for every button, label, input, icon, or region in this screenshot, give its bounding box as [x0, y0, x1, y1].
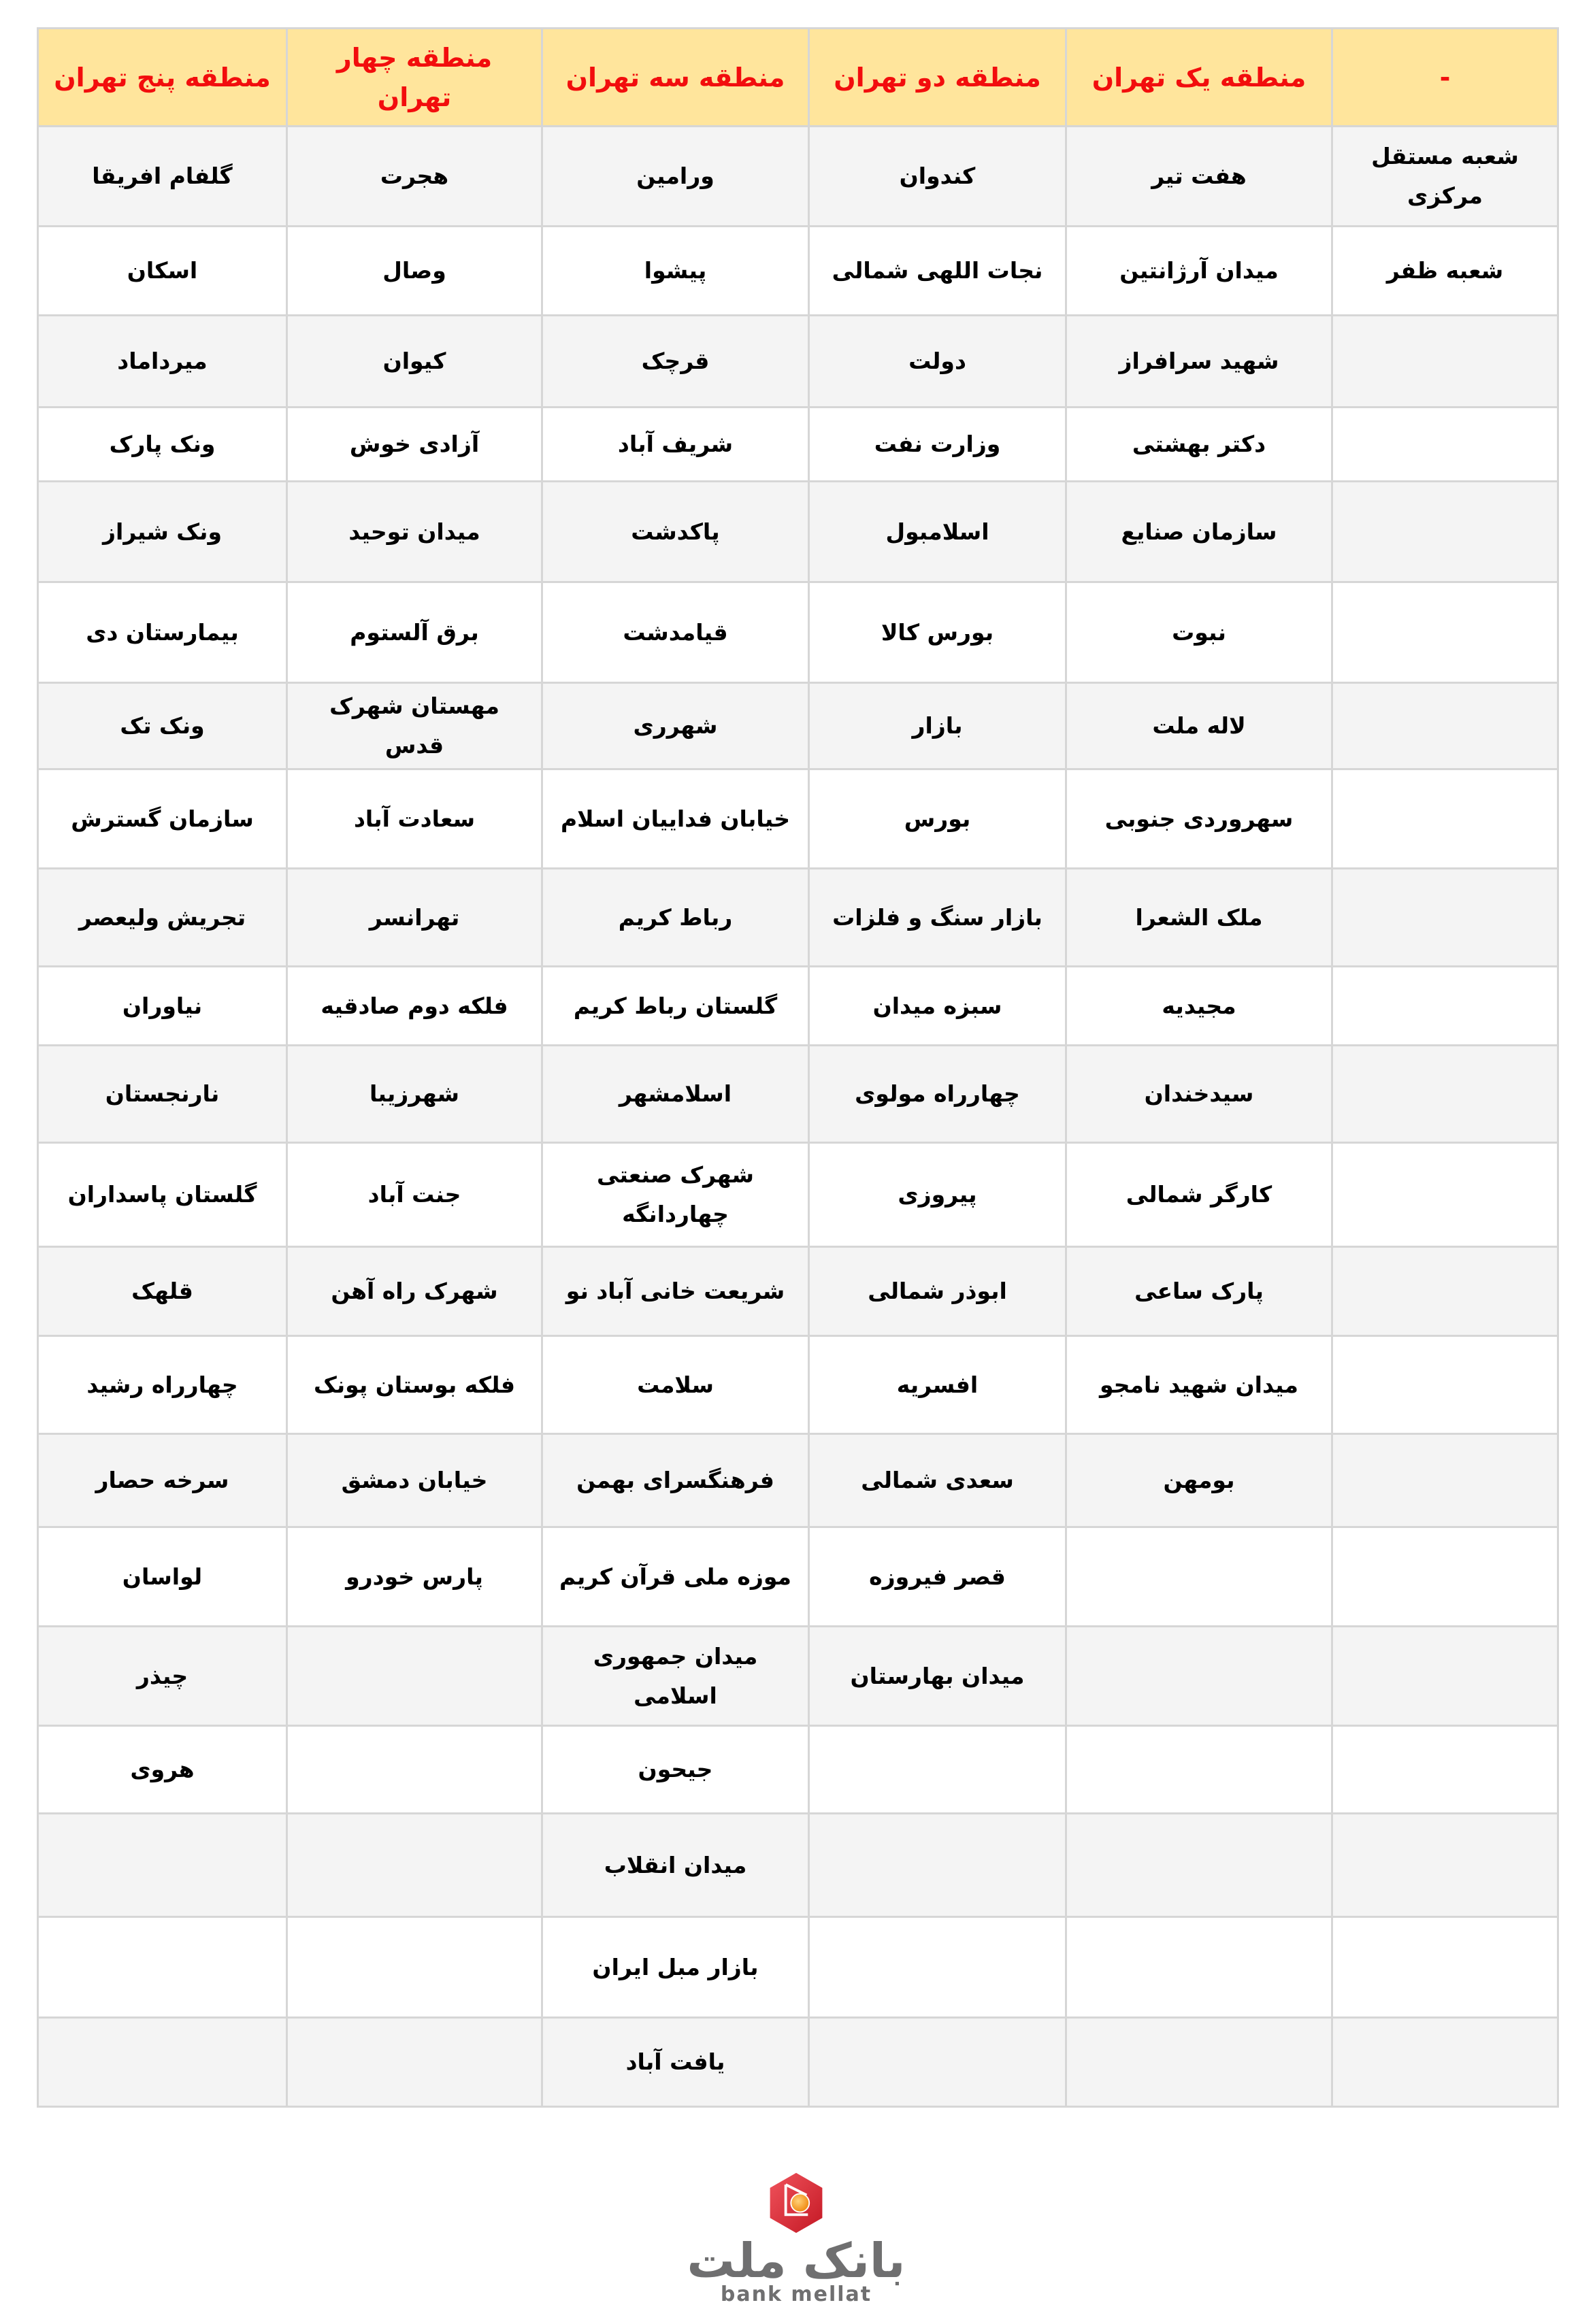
cell-zone2: ابوذر شمالی — [809, 1247, 1066, 1336]
cell-zone2: قصر فیروزه — [809, 1527, 1066, 1627]
cell-zone1: بومهن — [1066, 1434, 1332, 1527]
cell-zone3: فرهنگسرای بهمن — [542, 1434, 809, 1527]
header-zone4: منطقه چهار تهران — [287, 29, 542, 127]
cell-zone5 — [38, 1917, 287, 2018]
table-body — [38, 127, 1558, 2107]
cell-zone1: سیدخندان — [1066, 1046, 1332, 1143]
cell-zone1: مجیدیه — [1066, 967, 1332, 1046]
cell-independent — [1332, 1336, 1558, 1434]
cell-zone3: اسلامشهر — [542, 1046, 809, 1143]
cell-zone4: هجرت — [287, 127, 542, 227]
table-row — [38, 1627, 1558, 1726]
cell-zone4: آزادی خوش — [287, 408, 542, 482]
cell-zone4: جنت آباد — [287, 1143, 542, 1247]
cell-zone5: گلستان پاسداران — [38, 1143, 287, 1247]
cell-zone4: فلکه دوم صادقیه — [287, 967, 542, 1046]
cell-zone2: بازار سنگ و فلزات — [809, 869, 1066, 967]
cell-zone4: شهرزیبا — [287, 1046, 542, 1143]
cell-zone2: کندوان — [809, 127, 1066, 227]
cell-independent — [1332, 1527, 1558, 1627]
cell-zone5: چهارراه رشید — [38, 1336, 287, 1434]
cell-independent — [1332, 1917, 1558, 2018]
cell-zone5: تجریش ولیعصر — [38, 869, 287, 967]
cell-zone1: سهروردی جنوبی — [1066, 769, 1332, 869]
header-zone3: منطقه سه تهران — [542, 29, 809, 127]
table-row — [38, 1247, 1558, 1336]
logo-text-fa: بانک ملت — [687, 2233, 906, 2289]
cell-zone5: لواسان — [38, 1527, 287, 1627]
table-row — [38, 482, 1558, 582]
cell-independent — [1332, 408, 1558, 482]
table-row — [38, 869, 1558, 967]
cell-zone4 — [287, 1917, 542, 2018]
cell-zone2 — [809, 1726, 1066, 1814]
cell-zone1 — [1066, 1627, 1332, 1726]
cell-zone5 — [38, 1814, 287, 1917]
cell-zone3: یافت آباد — [542, 2018, 809, 2107]
cell-zone3: میدان انقلاب — [542, 1814, 809, 1917]
cell-independent — [1332, 1814, 1558, 1917]
table-row — [38, 1046, 1558, 1143]
cell-independent — [1332, 582, 1558, 683]
table-row — [38, 1527, 1558, 1627]
cell-zone3: شریعت خانی آباد نو — [542, 1247, 809, 1336]
cell-zone4 — [287, 1726, 542, 1814]
table-header — [38, 29, 1558, 127]
cell-zone3: ورامین — [542, 127, 809, 227]
cell-zone2: بازار — [809, 683, 1066, 769]
table-row — [38, 1143, 1558, 1247]
cell-zone2 — [809, 1917, 1066, 2018]
cell-zone1: هفت تیر — [1066, 127, 1332, 227]
cell-zone4: میدان توحید — [287, 482, 542, 582]
header-zone5: منطقه پنج تهران — [38, 29, 287, 127]
cell-zone1 — [1066, 1527, 1332, 1627]
header-row — [38, 29, 1558, 127]
cell-zone1 — [1066, 2018, 1332, 2107]
table-row — [38, 582, 1558, 683]
cell-zone3: سلامت — [542, 1336, 809, 1434]
cell-independent — [1332, 2018, 1558, 2107]
cell-independent — [1332, 869, 1558, 967]
cell-zone4 — [287, 1814, 542, 1917]
cell-zone5: سازمان گسترش — [38, 769, 287, 869]
table-row — [38, 127, 1558, 227]
table-row — [38, 227, 1558, 316]
cell-zone2: دولت — [809, 316, 1066, 408]
table-row — [38, 408, 1558, 482]
bank-mellat-emblem-icon — [763, 2170, 829, 2236]
cell-zone1: کارگر شمالی — [1066, 1143, 1332, 1247]
cell-zone2: وزارت نفت — [809, 408, 1066, 482]
cell-zone1: سازمان صنایع — [1066, 482, 1332, 582]
cell-zone3: پیشوا — [542, 227, 809, 316]
cell-zone5: چیذر — [38, 1627, 287, 1726]
table-row — [38, 769, 1558, 869]
cell-zone2 — [809, 1814, 1066, 1917]
table-row — [38, 2018, 1558, 2107]
bank-mellat-logo — [680, 2170, 912, 2313]
cell-zone2: نجات اللهی شمالی — [809, 227, 1066, 316]
table-row — [38, 1917, 1558, 2018]
cell-zone5 — [38, 2018, 287, 2107]
cell-zone2: افسریه — [809, 1336, 1066, 1434]
cell-independent: شعبه ظفر — [1332, 227, 1558, 316]
cell-zone3: خیابان فداییان اسلام — [542, 769, 809, 869]
cell-zone3: میدان جمهوری اسلامی — [542, 1627, 809, 1726]
cell-zone4: کیوان — [287, 316, 542, 408]
table-row — [38, 1726, 1558, 1814]
cell-independent — [1332, 482, 1558, 582]
branch-table-container — [37, 27, 1557, 2108]
cell-zone3: موزه ملی قرآن کریم — [542, 1527, 809, 1627]
cell-zone5: ونک تک — [38, 683, 287, 769]
cell-zone3: شهرک صنعتی چهاردانگه — [542, 1143, 809, 1247]
cell-zone5: هروی — [38, 1726, 287, 1814]
cell-independent — [1332, 1046, 1558, 1143]
cell-zone5: نیاوران — [38, 967, 287, 1046]
cell-independent — [1332, 316, 1558, 408]
cell-independent — [1332, 1726, 1558, 1814]
cell-zone2: میدان بهارستان — [809, 1627, 1066, 1726]
cell-zone5: قلهک — [38, 1247, 287, 1336]
cell-zone5: گلفام افریقا — [38, 127, 287, 227]
cell-zone4: پارس خودرو — [287, 1527, 542, 1627]
cell-independent — [1332, 1247, 1558, 1336]
cell-zone2: چهارراه مولوی — [809, 1046, 1066, 1143]
cell-zone1: میدان آرژانتین — [1066, 227, 1332, 316]
cell-zone2: سعدی شمالی — [809, 1434, 1066, 1527]
cell-zone3: گلستان رباط کریم — [542, 967, 809, 1046]
cell-zone4: مهستان شهرک قدس — [287, 683, 542, 769]
cell-zone3: قیامدشت — [542, 582, 809, 683]
table-row — [38, 1814, 1558, 1917]
cell-independent — [1332, 967, 1558, 1046]
cell-zone2: اسلامبول — [809, 482, 1066, 582]
cell-zone3: پاکدشت — [542, 482, 809, 582]
cell-zone1: میدان شهید نامجو — [1066, 1336, 1332, 1434]
cell-zone5: بیمارستان دی — [38, 582, 287, 683]
cell-independent — [1332, 769, 1558, 869]
cell-zone1 — [1066, 1726, 1332, 1814]
logo-text-en: bank mellat — [720, 2282, 872, 2306]
header-zone1: منطقه یک تهران — [1066, 29, 1332, 127]
cell-zone3: جیحون — [542, 1726, 809, 1814]
cell-zone5: نارنجستان — [38, 1046, 287, 1143]
cell-independent — [1332, 683, 1558, 769]
cell-zone2: بورس کالا — [809, 582, 1066, 683]
cell-zone4 — [287, 2018, 542, 2107]
cell-zone2: بورس — [809, 769, 1066, 869]
branch-table — [37, 27, 1559, 2108]
table-row — [38, 1434, 1558, 1527]
table-row — [38, 967, 1558, 1046]
table-row — [38, 1336, 1558, 1434]
cell-zone4: سعادت آباد — [287, 769, 542, 869]
cell-zone5: ونک پارک — [38, 408, 287, 482]
cell-zone2 — [809, 2018, 1066, 2107]
table-row — [38, 683, 1558, 769]
cell-zone1: دکتر بهشتی — [1066, 408, 1332, 482]
cell-zone1 — [1066, 1917, 1332, 2018]
cell-zone1: نبوت — [1066, 582, 1332, 683]
cell-independent: شعبه مستقل مرکزی — [1332, 127, 1558, 227]
cell-zone3: قرچک — [542, 316, 809, 408]
cell-zone2: پیروزی — [809, 1143, 1066, 1247]
cell-independent — [1332, 1143, 1558, 1247]
cell-independent — [1332, 1434, 1558, 1527]
cell-zone5: اسکان — [38, 227, 287, 316]
cell-zone1: لاله ملت — [1066, 683, 1332, 769]
cell-zone1: شهید سرافراز — [1066, 316, 1332, 408]
cell-zone1: ملک الشعرا — [1066, 869, 1332, 967]
header-zone2: منطقه دو تهران — [809, 29, 1066, 127]
cell-zone5: ونک شیراز — [38, 482, 287, 582]
cell-zone5: میرداماد — [38, 316, 287, 408]
cell-zone4: خیابان دمشق — [287, 1434, 542, 1527]
cell-zone5: سرخه حصار — [38, 1434, 287, 1527]
cell-zone3: رباط کریم — [542, 869, 809, 967]
cell-zone2: سبزه میدان — [809, 967, 1066, 1046]
cell-zone4 — [287, 1627, 542, 1726]
cell-zone4: برق آلستوم — [287, 582, 542, 683]
cell-zone1: پارک ساعی — [1066, 1247, 1332, 1336]
cell-zone3: بازار مبل ایران — [542, 1917, 809, 2018]
cell-zone3: شهرری — [542, 683, 809, 769]
cell-zone4: فلکه بوستان پونک — [287, 1336, 542, 1434]
cell-zone4: شهرک راه آهن — [287, 1247, 542, 1336]
cell-zone4: وصال — [287, 227, 542, 316]
header-independent: - — [1332, 29, 1558, 127]
cell-zone1 — [1066, 1814, 1332, 1917]
table-row — [38, 316, 1558, 408]
cell-zone3: شریف آباد — [542, 408, 809, 482]
cell-zone4: تهرانسر — [287, 869, 542, 967]
cell-independent — [1332, 1627, 1558, 1726]
